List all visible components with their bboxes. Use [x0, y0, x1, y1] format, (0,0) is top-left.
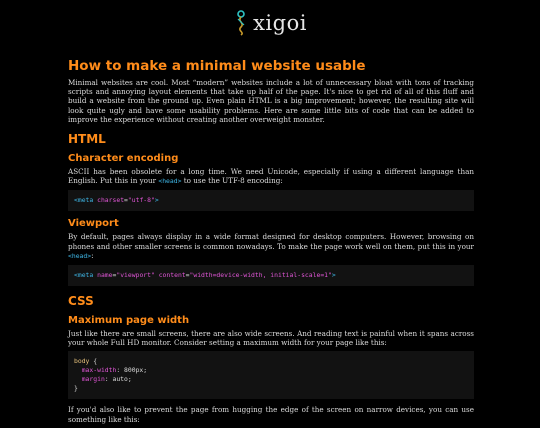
edge-paragraph: If you'd also like to prevent the page from hugging the edge of the screen on narrow devices, you can use something like this: [68, 405, 474, 424]
code-eq: = [124, 196, 128, 205]
page-title: How to make a minimal website usable [68, 58, 366, 74]
site-name: xigoi [253, 11, 307, 35]
code-line [74, 384, 468, 393]
code-tag: <meta [74, 271, 94, 280]
logo-icon [233, 10, 249, 36]
code-line [74, 366, 468, 375]
section-heading-css: CSS [68, 294, 94, 309]
code-attr-content: content [158, 271, 186, 280]
char-text-1: ASCII has been obsolete for a long time. We need Unicode, especially if using a different language than English. Put this in your [68, 167, 474, 186]
subheading-maximum-page-width: Maximum page width [68, 315, 190, 327]
intro-paragraph: Minimal websites are cool. Most “modern” websites include a lot of unnecessary bloat with tons of tracking scripts and annoying layout elements that take up half of the page. It's nice to get rid of all of this fluff and build a website from the ground up. Even plain HTML is a big improvement; however, the resulting site will look quite ugly and have some usability problems. Here are some little bits of code that can be added to improve the experience without creating another overweight monster. [68, 78, 474, 124]
char-text-2: to use the UTF-8 encoding: [183, 176, 283, 186]
code-close: > [331, 271, 336, 280]
code-block-viewport: <meta name="viewport" content="width=device-width, initial-scale=1"> [68, 265, 474, 286]
subheading-character-encoding: Character encoding [68, 153, 179, 165]
code-block-max-width [68, 351, 474, 399]
article [68, 52, 474, 428]
inline-code-head: <head> [68, 251, 92, 260]
code-brace-open: { [89, 357, 98, 366]
code-value-name: "viewport" [116, 271, 155, 280]
code-value: "utf-8" [127, 196, 155, 205]
code-brace-close: } [74, 384, 78, 393]
code-line [74, 375, 468, 384]
site-logo[interactable] [233, 10, 307, 36]
inline-code-head: <head> [158, 177, 182, 186]
code-attr-name: name [97, 271, 113, 280]
viewport-text-2: : [91, 250, 94, 260]
code-tag: <meta [74, 196, 94, 205]
viewport-paragraph [68, 232, 474, 261]
code-block-charset [68, 190, 474, 211]
code-property: max-width [81, 366, 117, 375]
code-property-value: : auto; [104, 375, 132, 384]
section-heading-html: HTML [68, 132, 106, 147]
code-close: > [154, 196, 159, 205]
code-property-value: : 800px; [116, 366, 148, 375]
character-encoding-paragraph [68, 167, 474, 186]
code-attr: charset [97, 196, 125, 205]
max-width-paragraph: Just like there are small screens, there are also wide screens. And reading text is painful when it spans across your whole Full HD monitor. Consider setting a maximum width for your page like this: [68, 329, 474, 348]
code-value-content: "width=device-width, initial-scale=1" [189, 271, 332, 280]
viewport-text-1: By default, pages always display in a wide format designed for desktop computers. However, browsing on phones and other smaller screens is common nowadays. To make the page work well on them, put this in your [68, 232, 474, 251]
code-property: margin [81, 375, 105, 384]
subheading-viewport: Viewport [68, 218, 119, 230]
code-selector: body [74, 357, 90, 366]
code-line [74, 357, 468, 366]
site-header [0, 0, 540, 46]
